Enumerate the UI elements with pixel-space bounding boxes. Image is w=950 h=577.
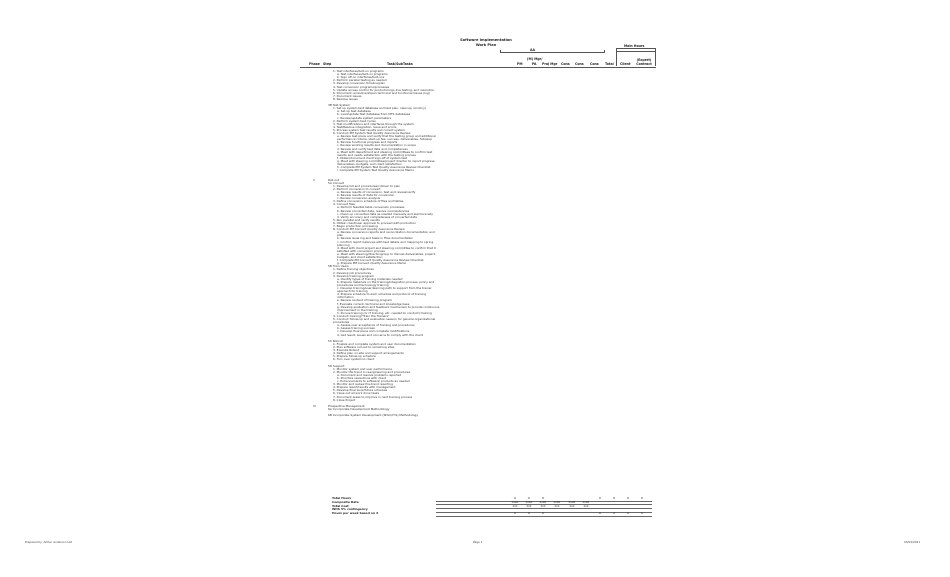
- group-bracket-left: [500, 50, 501, 53]
- task-row-text: a. Test interfaces/bolt-on programs: [337, 72, 388, 77]
- task-row-text: a. Assess user acceptance of training and procedures: [337, 323, 415, 328]
- task-row-text: 6. Document unresolved/open technical and functional issues (log): [333, 90, 430, 95]
- task-row-text: d. Review and verify test data and completeness: [337, 146, 408, 151]
- task-row-text: b. Assess training success: [337, 326, 375, 331]
- totals-cell: 0.0: [526, 503, 532, 508]
- task-row-text: 5B Train Users: [328, 264, 349, 269]
- totals-cell: 0: [641, 496, 643, 500]
- col-cons-2: Cons: [575, 61, 584, 66]
- task-row-text: 2. Perform conversion to convert: [333, 186, 381, 191]
- task-row-text: 2. Perform parallel testing as needed: [333, 78, 387, 83]
- main-hours-right-line: [655, 48, 656, 66]
- task-row-text: b. Review results of data for conversion: [337, 193, 395, 197]
- task-row-text: d. Prepare schedule to each schedule and protocol of training: [337, 292, 427, 297]
- task-row-text: 5. Develop final work/future schedule: [333, 388, 388, 393]
- task-row-text: 3. Test modifications and interfaces through the system: [333, 121, 414, 126]
- task-row-text: information: [337, 295, 354, 300]
- task-row-text: e. Review content of training program: [337, 298, 392, 303]
- task-row-text: b. Prioritize resolutions with client: [337, 375, 387, 380]
- document-title: Software Implementation: [460, 38, 512, 42]
- task-row-text: a. Set up test database: [337, 109, 371, 114]
- main-hours-sub-line: [616, 51, 655, 52]
- col-expert-contract: (Expert) Contract: [636, 58, 652, 66]
- totals-cell: 0: [641, 511, 643, 516]
- task-row-text: 4. Define plan on-site and support arrangements: [333, 351, 404, 356]
- group-bracket-line: [500, 52, 604, 53]
- totals-cell: 0.0: [540, 503, 546, 508]
- task-row-text: f. Complete PM Convert Quality Assurance Review Checklist: [337, 258, 424, 263]
- totals-cell: 0.00: [568, 499, 576, 504]
- totals-row: [332, 512, 652, 516]
- task-row-text: 7. Document issues: [333, 93, 362, 98]
- group-label: AA: [530, 48, 535, 52]
- totals-cell: 0: [528, 511, 530, 516]
- task-row-text: 3. Monitor and review Pre-trend reporting: [333, 382, 393, 387]
- totals-cell: 0.00: [511, 499, 519, 504]
- totals-cell: 0: [627, 496, 629, 500]
- task-row-text: 6. Close out all work done tasks: [333, 391, 380, 396]
- col-phase: Phase: [309, 61, 320, 66]
- task-row-text: b. Review converted data, resolve inconsistencies: [337, 208, 410, 213]
- task-row-text: f. Obtain/document client sign-off of system test: [337, 155, 408, 160]
- totals-cell: 0: [613, 511, 615, 516]
- task-row-text: 1. Set up system test database and test plan, cleanup, scrutiny): [333, 106, 426, 111]
- task-row-text: Prospective Management: [328, 403, 365, 408]
- task-row-text: 4. Test conversion programs/processes: [333, 84, 390, 89]
- totals-cell: 0: [528, 496, 530, 500]
- task-row-text: 1. Monitor system and user performance: [333, 366, 393, 371]
- col-task: Task/SubTasks: [387, 61, 413, 66]
- task-row-text: procedures and technology training: [337, 282, 389, 287]
- task-row-text: planning: [337, 242, 350, 247]
- task-row-text: b. Review functional progress and reports: [337, 140, 398, 145]
- task-row-text: approach for training: [337, 289, 368, 294]
- task-row-text: h. Complete PM System Test Quality Assurance Review Checklist: [337, 165, 431, 170]
- col-client: Client: [620, 61, 631, 66]
- task-row-text: 3. Develop conversion timeline/plan: [333, 81, 386, 86]
- totals-row-label: With 5% contingency: [332, 507, 368, 512]
- task-row-text: Roll-out: [328, 177, 340, 182]
- task-row-text: 3. Execute Rollout: [333, 348, 360, 352]
- task-row-text: 5. Update access control for production/go-live testing, and resolution: [333, 87, 435, 92]
- col-pa: PA: [532, 61, 537, 66]
- task-row-text: 6. Turn over system to client: [333, 357, 375, 362]
- totals-cell: 0.0: [554, 503, 560, 508]
- task-row-text: c. Review/update system parameters: [337, 115, 391, 120]
- footer-date: 03/04/2021: [904, 540, 921, 544]
- footer-left: Prepared by: Arthur Anderson LLP: [25, 540, 73, 544]
- task-row-text: 8. Close Project: [333, 397, 356, 402]
- totals-row-label: Hours per week based on 4: [332, 511, 379, 516]
- task-row-text: g. Meet with steering committee/project director to report progress,: [337, 158, 436, 163]
- task-row-phase: V: [313, 177, 315, 182]
- task-row-text: 8. Resolve issues: [333, 96, 358, 101]
- task-row-text: d. Meet with client project and steering committee to confirm that it: [337, 245, 436, 250]
- task-row-text: plan: [337, 233, 344, 238]
- task-row-text: e. Meet with department and steering committees to confirm test: [337, 149, 433, 154]
- col-cons-1: Cons: [561, 61, 570, 66]
- totals-cell: 0.00: [525, 499, 533, 504]
- totals-cell: 0: [542, 511, 544, 516]
- task-row-text: c. Review working results and documentation in scope: [337, 143, 416, 148]
- task-row-text: b. Review issue log and tasks in Files documentation: [337, 236, 414, 241]
- task-row-text: a. Perform feasible table conversion processes: [337, 205, 405, 210]
- totals-row-label: Total Hours: [332, 496, 352, 500]
- task-row-text: 7. Document areas to improve in next training process: [333, 394, 413, 399]
- task-row-text: 5. Conduct follow-up and evaluation session for general organizational: [333, 317, 436, 321]
- col-pm: PM: [517, 61, 523, 66]
- task-row-text: 7. Begin production processing: [333, 224, 378, 228]
- totals-row-label: Total Cost: [332, 503, 349, 508]
- task-row-text: a. Review results of conversion, test and review/verify: [337, 189, 416, 194]
- task-row-text: a. Document and resolve problems reported: [337, 372, 402, 377]
- task-row-text: 1. Define training objectives: [333, 267, 374, 272]
- task-row-text: h. Pursue training (or IT training, etc. needed to conduct) training: [337, 310, 432, 315]
- task-row-text: c. Review conversion analysis: [337, 196, 381, 201]
- footer-page-number: Page 1: [473, 540, 483, 544]
- task-row-text: 5. Process system test results and correct system: [333, 127, 405, 132]
- task-row-text: satisfied with conversion process: [337, 248, 385, 253]
- task-row-text: c. Enhancements to software/ products as needed: [337, 379, 410, 383]
- task-row-text: 4. Conduct training/"Train the Trainers": [333, 313, 390, 318]
- task-row-text: 6B Incorporate System Development (SDLC/ITIL) Methodology: [328, 413, 419, 418]
- task-row-text: i. Complete PM System Test Quality Assurance Memo: [337, 168, 414, 173]
- task-row-text: b. Sign off on interfaces/bolt-ons: [337, 75, 385, 80]
- totals-cell: 0.0: [512, 503, 518, 508]
- task-row-text: b. Prepare materials on the training/integration process, policy and: [337, 279, 435, 284]
- task-row-text: budgets, and client satisfaction: [337, 255, 383, 259]
- task-row-text: c. Confirm report balances with test details and mapping to spring: [337, 239, 434, 244]
- col-pm-top: (M) Mgr/: [527, 57, 543, 61]
- totals-cell: 0: [599, 496, 601, 500]
- task-row-text: 5. Run parallel and verify results: [333, 217, 380, 222]
- task-row-text: 3. Develop training program: [333, 273, 374, 278]
- task-row-text: results and needs satisfaction with the testing process: [337, 152, 416, 157]
- totals-cell: 0: [599, 511, 601, 516]
- task-row-text: 1. Develop list and procedures/cutover to plan: [333, 183, 401, 188]
- task-row-text: 5A Convert: [328, 180, 345, 185]
- totals-cell: 0.00: [539, 499, 547, 504]
- task-row-text: 5. Prepare follow-up schedule: [333, 354, 376, 359]
- task-row-text: improvement in the training: [337, 307, 378, 312]
- task-row-text: performance criteria, start-up fee, success, deliverables, followup: [337, 137, 433, 142]
- main-hours-label: Main Hours: [624, 44, 645, 48]
- task-row-text: 2. Monitor the trend in reengineering and procedures: [333, 369, 411, 374]
- col-total: Total: [605, 61, 614, 66]
- task-row-text: 1. Test interfaces/bolt-on programs: [333, 69, 384, 73]
- totals-cell: 0.0: [569, 503, 575, 508]
- totals-cell: 0.00: [582, 499, 590, 504]
- task-row-text: 5D Support: [328, 363, 345, 368]
- task-row-text: g. Prepare PM Convert Quality Assurance Memo: [337, 261, 407, 266]
- task-row-text: 1. Finalize and complete system and user documentation: [333, 341, 416, 346]
- task-row-text: 6. Obtain client/user approval to proceed with production: [333, 220, 416, 225]
- task-row-text: procedures: [333, 320, 350, 325]
- task-row-text: 4. Prepare report/results with management: [333, 385, 396, 390]
- task-row-text: d. Get result, issues and concerns to comply with the client: [337, 332, 423, 337]
- totals-cell: 0: [514, 511, 516, 516]
- totals-cell: 0: [627, 511, 629, 516]
- task-row-text: 6A Incorporate Development Methodology: [328, 406, 390, 411]
- task-row-text: 8. Conduct PM Convert Quality Assurance Review: [333, 227, 405, 232]
- task-row-text: 3. Define conversion schedule of files and tables: [333, 199, 404, 204]
- task-row-text: a. Identify types of training materials needed: [337, 276, 403, 281]
- task-row-text: 4. Convert files: [333, 202, 355, 207]
- task-row-text: f. Evaluate current, technical and knowledge base: [337, 301, 410, 306]
- task-row-text: a. Review conversion reports and reconciliation documentation and: [337, 230, 435, 235]
- document-subtitle: Work Plan: [475, 42, 497, 47]
- task-row-text: c. Clean up converted data as needed manually and electronically: [337, 211, 433, 216]
- task-row-text: 2. Develop job procedures: [333, 270, 371, 275]
- header-rule: [300, 67, 656, 68]
- col-cons-3: Cons: [590, 61, 599, 66]
- group-bracket-right: [604, 50, 605, 53]
- task-row-text: c. Develop training/user/learning path to support from the trainer: [337, 286, 432, 290]
- task-row-text: e. Meet with steering/director/group to discuss deliverables, project,: [337, 251, 436, 256]
- totals-cell: 0: [613, 496, 615, 500]
- task-row-text: 2. Plan software roll-out to remaining sites: [333, 344, 395, 349]
- totals-cell: 0: [514, 496, 516, 500]
- task-row-text: a. Review test plans and verify that the testing group and additional: [337, 134, 436, 139]
- totals-cell: 0.00: [553, 499, 561, 504]
- col-proj-mgr: Proj Mgr: [542, 61, 558, 66]
- task-row-text: c. Develop final plans and complete modifications: [337, 329, 410, 334]
- task-row-text: deliverables, budgets, and client satisfaction: [337, 162, 402, 166]
- totals-row-label: Composite Rate: [332, 499, 359, 504]
- task-row-phase: VI: [313, 403, 316, 408]
- task-row-text: 5C Rollout: [328, 338, 343, 343]
- col-step: Step: [323, 61, 332, 66]
- totals-cell: 0.0: [583, 503, 589, 508]
- totals-cell: 0: [542, 496, 544, 500]
- task-row-text: 4. Test/Resolve integration, issue and errors: [333, 124, 397, 129]
- task-row-text: g. Develop evaluation and feedback mechanism to provide continuous: [337, 304, 440, 309]
- task-row-text: 3B Test System: [328, 103, 351, 108]
- task-row-text: 6. Conduct PM System Test Quality Assurance Review: [333, 131, 411, 135]
- task-row-text: 2. Perform system test cycles: [333, 118, 376, 123]
- task-row-text: b. Load/update Test database from MTS databases: [337, 112, 411, 117]
- task-row-text: d. Verify accuracy and completeness of converted data: [337, 214, 417, 219]
